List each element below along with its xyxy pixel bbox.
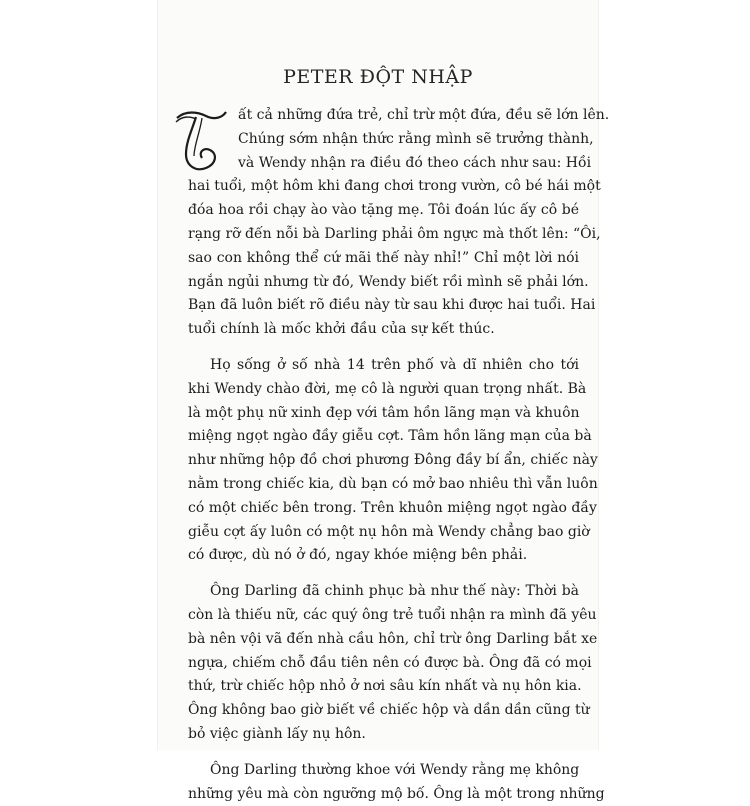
text-line: miệng ngọt ngào đầy giễu cợt. Tâm hồn lãng mạn của bà [188, 428, 592, 445]
text-line: đóa hoa rồi chạy ào vào tặng mẹ. Tôi đoán lúc ấy cô bé [188, 202, 579, 219]
text-line: có được, dù nó ở đó, ngay khóe miệng bên phải. [188, 547, 528, 564]
text-line: như những hộp đồ chơi phương Đông đầy bí ẩn, chiếc này [188, 452, 598, 469]
paragraph-4 [188, 759, 605, 806]
text-line: Ông Darling đã chinh phục bà như thế này: Thời bà [210, 583, 579, 600]
text-line: Bạn đã luôn biết rõ điều này từ sau khi được hai tuổi. Hai [188, 297, 596, 314]
text-line: ất cả những đứa trẻ, chỉ trừ một đứa, đều sẽ lớn lên. [238, 107, 610, 123]
text-line: giễu cợt ấy luôn có một nụ hôn mà Wendy chẳng bao giờ [188, 523, 590, 540]
paragraph-2 [188, 354, 598, 568]
text-line: ngắn ngủi nhưng từ đó, Wendy biết rồi mình sẽ phải lớn. [188, 273, 589, 290]
text-line: bà nên vội vã đến nhà cầu hôn, chỉ trừ ông Darling bắt xe [188, 630, 598, 647]
text-line: thứ, trừ chiếc hộp nhỏ ở nơi sâu kín nhất và nụ hôn kia. [188, 678, 582, 695]
text-line: là một phụ nữ xinh đẹp với tâm hồn lãng mạn và khuôn [188, 404, 580, 421]
text-line: hai tuổi, một hôm khi đang chơi trong vườn, cô bé hái một [188, 178, 601, 195]
text-line: còn là thiếu nữ, các quý ông trẻ tuổi nhận ra mình đã yêu [188, 606, 597, 623]
text-line: ngựa, chiếm chỗ đầu tiên nên có được bà. Ông đã có mọi [188, 654, 592, 671]
paragraph-1 [188, 104, 610, 342]
text-line: tuổi chính là mốc khởi đầu của sự kết thúc. [188, 321, 495, 338]
text-line: Chúng sớm nhận thức rằng mình sẽ trưởng thành, [238, 130, 594, 147]
text-line: rạng rỡ đến nỗi bà Darling phải ôm ngực mà thốt lên: “Ôi, [188, 225, 601, 242]
text-line: Họ sống ở số nhà 14 trên phố và dĩ nhiên cho tới [210, 356, 579, 373]
text-line: những yêu mà còn ngưỡng mộ bố. Ông là một trong những [188, 785, 605, 802]
text-line: sao con không thể cứ mãi thế này nhỉ!” Chỉ một lời nói [188, 249, 579, 266]
text-line: bỏ việc giành lấy nụ hôn. [188, 725, 366, 742]
text-line: khi Wendy chào đời, mẹ cô là người quan trọng nhất. Bà [188, 380, 587, 397]
text-line: Ông không bao giờ biết về chiếc hộp và dần dần cũng từ [188, 702, 590, 719]
text-line: và Wendy nhận ra điều đó theo cách như sau: Hồi [238, 154, 592, 171]
chapter-text [188, 104, 610, 806]
chapter-title: PETER ĐỘT NHẬP [283, 66, 473, 88]
paragraph-3 [188, 580, 598, 747]
text-line: nằm trong chiếc kia, dù bạn có mở bao nhiêu thì vẫn luôn [188, 475, 598, 492]
text-line: Ông Darling thường khoe với Wendy rằng mẹ không [210, 761, 580, 778]
text-line: có một chiếc bên trong. Trên khuôn miệng ngọt ngào đầy [188, 499, 597, 516]
book-page [157, 0, 610, 802]
